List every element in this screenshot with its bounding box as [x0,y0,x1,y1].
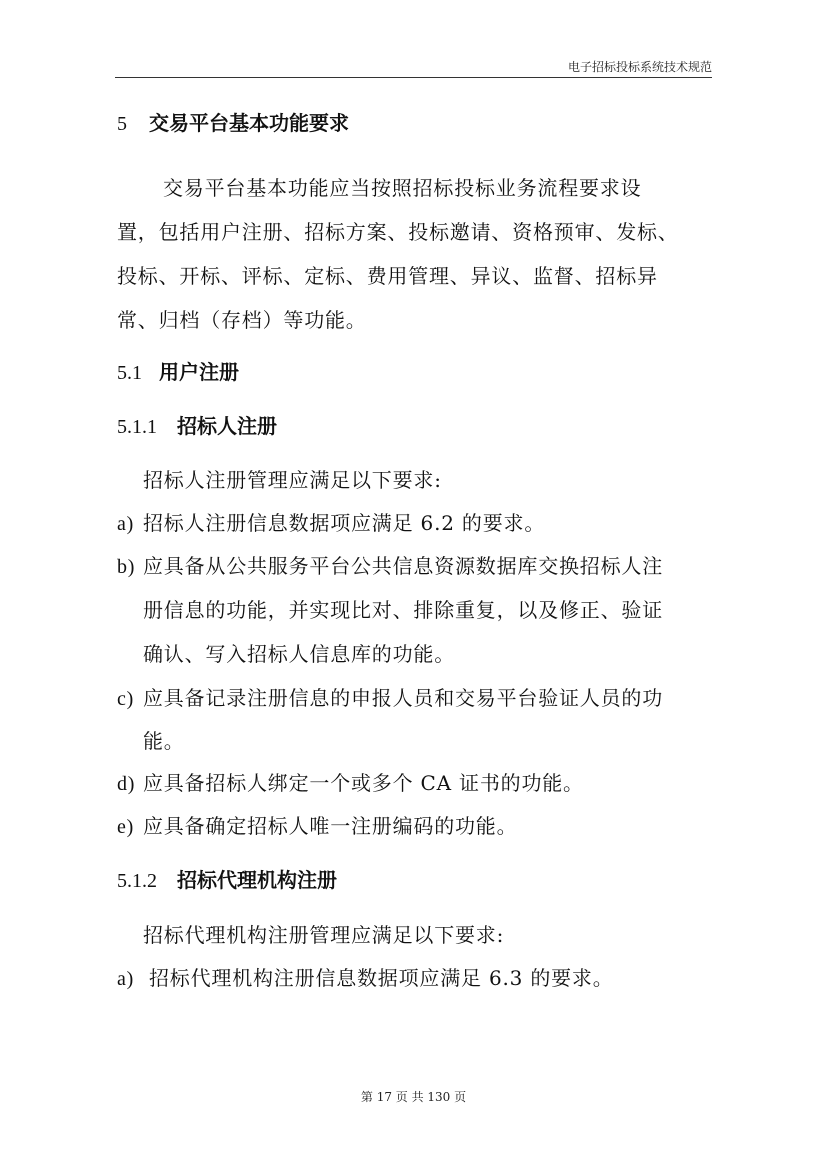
list-marker: c) [117,688,135,710]
list-item [117,688,663,709]
section-title: 交易平台基本功能要求 [149,111,349,135]
paragraph-line: 投标、开标、评标、定标、费用管理、异议、监督、招标异 [117,264,658,288]
section-heading-5-1 [117,362,239,383]
section-heading-5-1-1 [117,416,277,437]
list-item-continuation: 确认、写入招标人信息库的功能。 [143,642,455,666]
list-marker: d) [117,773,136,795]
list-item [117,816,517,837]
section-title: 招标人注册 [177,414,277,438]
section-number: 5 [117,113,127,135]
lead-text: 招标人注册管理应满足以下要求: [143,468,442,492]
paragraph-line: 置，包括用户注册、招标方案、投标邀请、资格预审、发标、 [117,220,679,244]
section-title: 用户注册 [159,360,239,384]
header-divider [115,77,712,78]
list-item [117,513,545,534]
list-item-text: 招标人注册信息数据项应满足 6.2 的要求。 [143,511,546,535]
list-marker: a) [117,968,135,990]
section-heading-5 [117,113,349,134]
section-number: 5.1.2 [117,870,157,892]
list-marker: e) [117,816,135,838]
page-number: 第 17 页 共 130 页 [360,1090,467,1104]
list-item-text: 应具备招标人绑定一个或多个 CA 证书的功能。 [143,771,584,795]
lead-text: 招标代理机构注册管理应满足以下要求: [143,923,505,947]
list-item-text: 应具备确定招标人唯一注册编码的功能。 [143,814,518,838]
section-number: 5.1 [117,362,142,384]
list-item-text: 招标代理机构注册信息数据项应满足 6.3 的要求。 [149,966,614,990]
list-item [117,968,614,989]
list-marker: a) [117,513,135,535]
list-item [117,556,663,577]
list-item [117,773,584,794]
paragraph-line: 常、归档（存档）等功能。 [117,308,367,332]
list-item-text: 应具备记录注册信息的申报人员和交易平台验证人员的功 [143,686,663,710]
list-item-continuation: 册信息的功能，并实现比对、排除重复，以及修正、验证 [143,598,663,622]
paragraph-line: 交易平台基本功能应当按照招标投标业务流程要求设 [163,176,642,200]
list-item-text: 应具备从公共服务平台公共信息资源数据库交换招标人注 [143,554,663,578]
section-title: 招标代理机构注册 [177,868,337,892]
list-marker: b) [117,556,136,578]
section-number: 5.1.1 [117,416,157,438]
running-header: 电子招标投标系统技术规范 [567,60,712,74]
list-item-continuation: 能。 [143,729,185,753]
section-heading-5-1-2 [117,870,337,891]
